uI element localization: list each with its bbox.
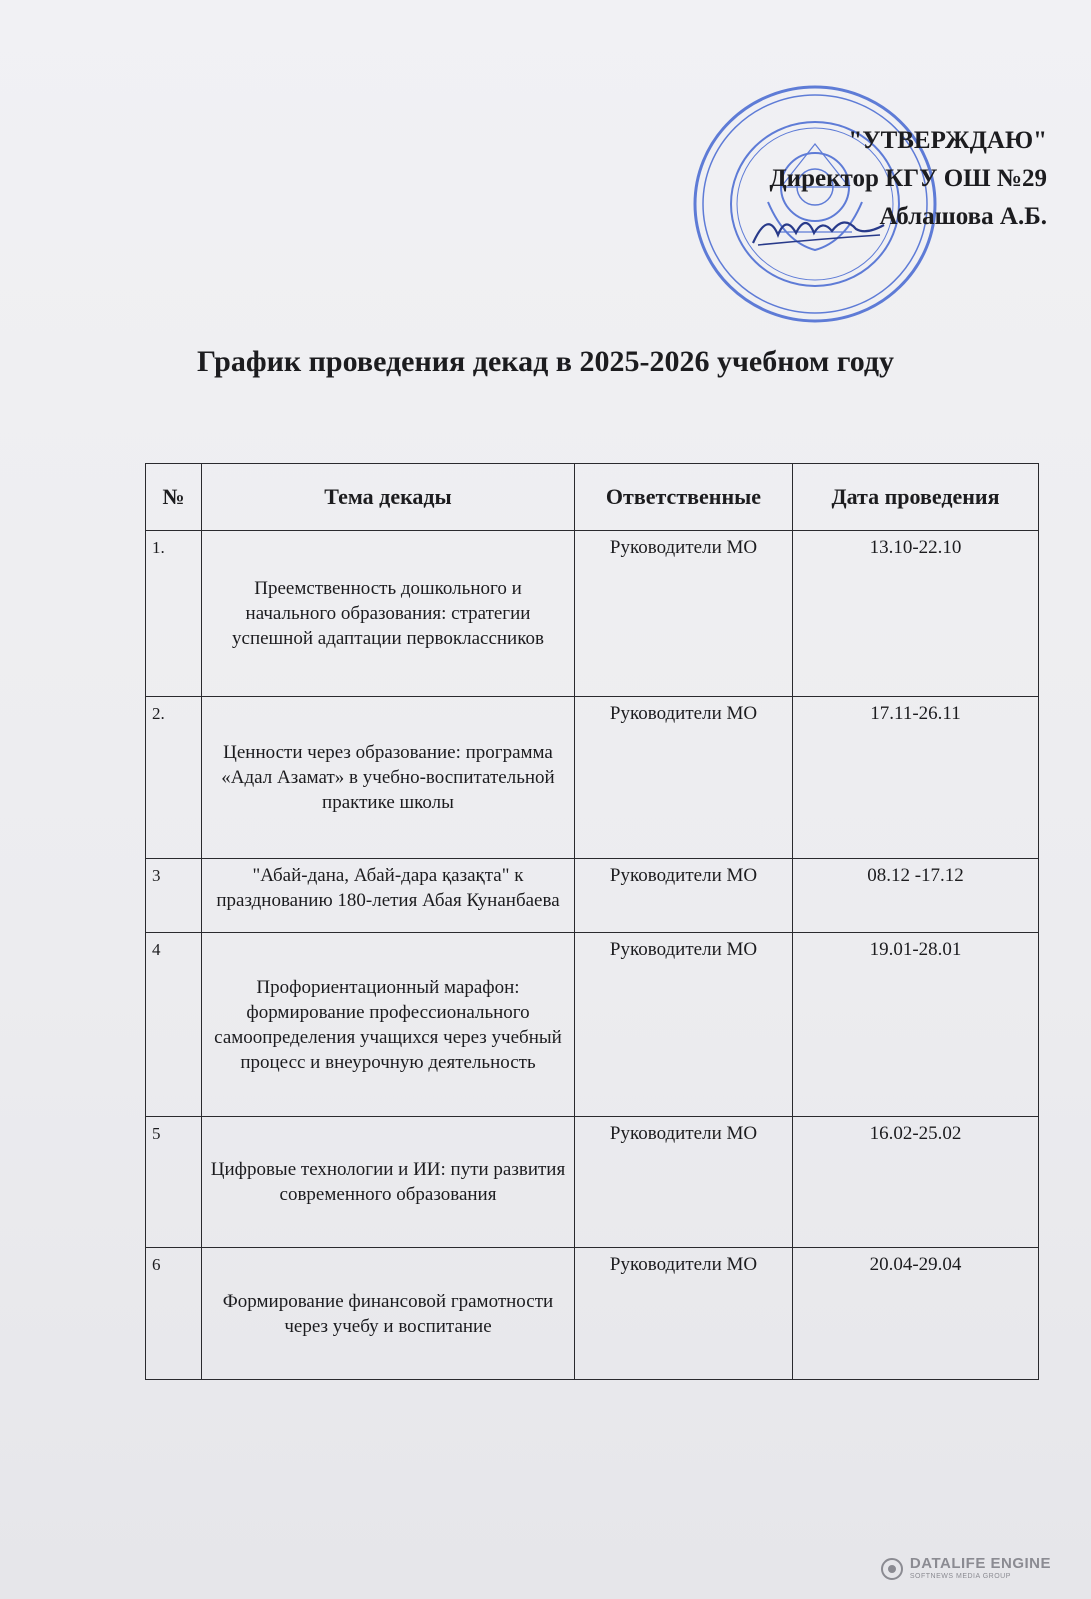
approval-director: Директор КГУ ОШ №29 xyxy=(769,165,1047,192)
header-number: № xyxy=(146,464,202,531)
row-responsible: Руководители МО xyxy=(575,531,793,697)
row-date: 08.12 -17.12 xyxy=(793,859,1039,933)
row-responsible: Руководители МО xyxy=(575,1248,793,1380)
table-row xyxy=(146,1248,1039,1380)
row-number: 3 xyxy=(146,859,202,933)
row-number: 5 xyxy=(146,1117,202,1248)
row-theme: Ценности через образование: программа «Адал Азамат» в учебно-воспитательной практике школы xyxy=(202,697,575,859)
row-date: 17.11-26.11 xyxy=(793,697,1039,859)
row-theme: Формирование финансовой грамотности через учебу и воспитание xyxy=(202,1248,575,1380)
row-number: 2. xyxy=(146,697,202,859)
row-theme: Цифровые технологии и ИИ: пути развития современного образования xyxy=(202,1117,575,1248)
row-responsible: Руководители МО xyxy=(575,1117,793,1248)
document-title: График проведения декад в 2025-2026 учебном году xyxy=(196,345,895,378)
row-date: 20.04-29.04 xyxy=(793,1248,1039,1380)
row-date: 16.02-25.02 xyxy=(793,1117,1039,1248)
row-number: 6 xyxy=(146,1248,202,1380)
header-responsible: Ответственные xyxy=(575,464,793,531)
watermark-sub: SOFTNEWS MEDIA GROUP xyxy=(909,1573,1011,1580)
table-row xyxy=(146,697,1039,859)
row-responsible: Руководители МО xyxy=(575,859,793,933)
datalife-logo-icon xyxy=(880,1557,904,1581)
header-theme: Тема декады xyxy=(202,464,575,531)
table-row xyxy=(146,1117,1039,1248)
header-date: Дата проведения xyxy=(793,464,1039,531)
row-responsible: Руководители МО xyxy=(575,933,793,1117)
row-theme: Преемственность дошкольного и начального образования: стратегии успешной адаптации первоклассников xyxy=(202,531,575,697)
table-row xyxy=(146,933,1039,1117)
approval-name: Аблашова А.Б. xyxy=(879,203,1047,230)
watermark xyxy=(910,1555,1051,1580)
schedule-table xyxy=(145,463,1039,1380)
approval-heading: "УТВЕРЖДАЮ" xyxy=(848,127,1047,154)
row-date: 13.10-22.10 xyxy=(793,531,1039,697)
table-header-row xyxy=(146,464,1039,531)
row-number: 1. xyxy=(146,531,202,697)
row-theme: Профориентационный марафон: формирование профессионального самоопределения учащихся через учебный процесс и внеурочную деятельность xyxy=(202,933,575,1117)
table-row xyxy=(146,859,1039,933)
row-responsible: Руководители МО xyxy=(575,697,793,859)
row-date: 19.01-28.01 xyxy=(793,933,1039,1117)
watermark-name: DATALIFE ENGINE xyxy=(909,1555,1051,1572)
row-number: 4 xyxy=(146,933,202,1117)
approval-block xyxy=(769,122,1047,236)
table-row xyxy=(146,531,1039,697)
row-theme: "Абай-дана, Абай-дара қазақта" к празднованию 180-летия Абая Кунанбаева xyxy=(202,859,575,933)
